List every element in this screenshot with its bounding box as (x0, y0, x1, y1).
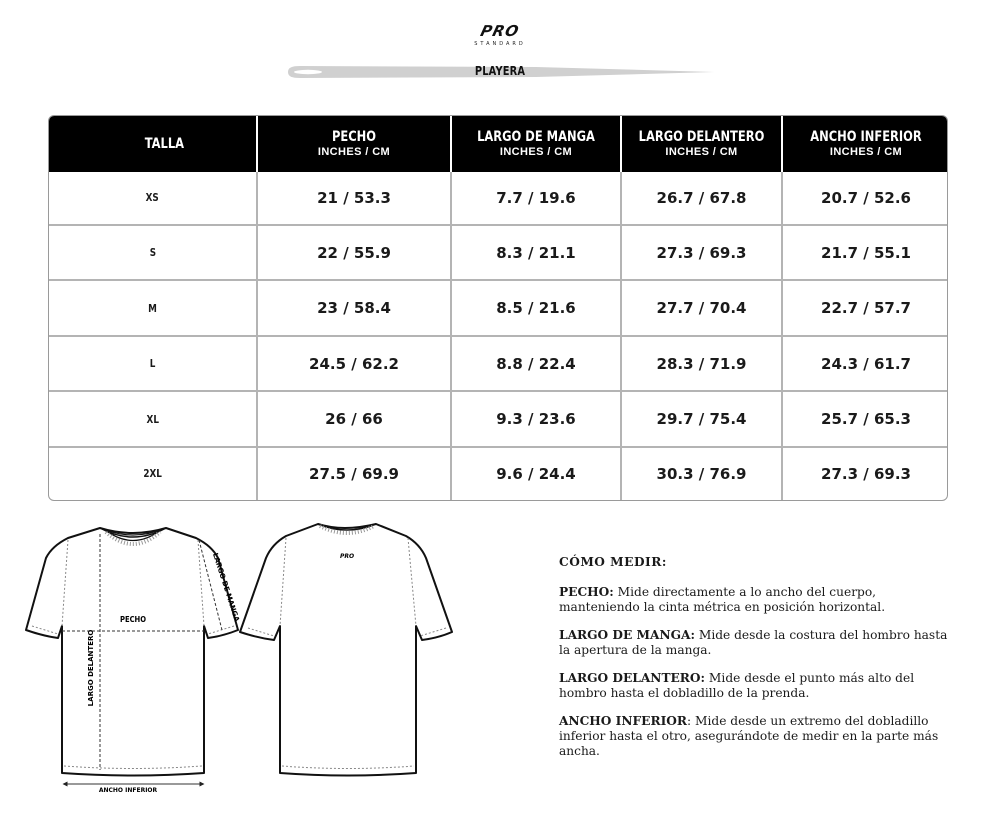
front-length-cell: 26.7 / 67.8 (621, 172, 782, 225)
column-header-unit: INCHES / CM (829, 146, 903, 158)
table-row (49, 391, 948, 447)
chest-cell: 26 / 66 (257, 391, 451, 447)
column-header-label: LARGO DE MANGA (477, 129, 595, 145)
front-length-measure-label: LARGO DELANTERO (87, 629, 95, 707)
size-cell (49, 172, 257, 225)
tshirt-front-icon (26, 528, 238, 776)
column-header-label: ANCHO INFERIOR (810, 129, 922, 145)
document-subtitle: PLAYERA (474, 64, 526, 78)
bottom-width-cell: 27.3 / 69.3 (782, 447, 948, 500)
guide-text: Mide desde el punto más alto del hombro hasta el dobladillo de la prenda. (559, 671, 915, 700)
sleeve-cell: 9.6 / 24.4 (451, 447, 621, 500)
back-logo-text: PRO (339, 553, 355, 560)
brand-logo (462, 24, 538, 54)
chest-cell: 22 / 55.9 (257, 225, 451, 281)
column-header-front-length (621, 116, 782, 172)
column-header-label: TALLA (144, 136, 185, 152)
table-header-row (49, 116, 948, 172)
column-header-sleeve (451, 116, 621, 172)
size-cell (49, 391, 257, 447)
sleeve-cell: 8.3 / 21.1 (451, 225, 621, 281)
table-row (49, 225, 948, 281)
front-length-cell: 29.7 / 75.4 (621, 391, 782, 447)
table-row (49, 447, 948, 500)
front-length-cell: 28.3 / 71.9 (621, 336, 782, 392)
size-label: S (149, 246, 156, 260)
guide-text: : Mide desde un extremo del dobladillo inferior hasta el otro, asegurándote de medir en la parte más ancha. (559, 714, 939, 758)
guide-item-bottom-width (559, 714, 959, 759)
guide-item-front-length (559, 671, 959, 701)
column-header-label: PECHO (331, 129, 377, 145)
guide-term: PECHO: (559, 585, 614, 599)
column-header-size (49, 116, 257, 172)
column-header-unit: INCHES / CM (665, 146, 738, 158)
bottom-width-cell: 24.3 / 61.7 (782, 336, 948, 392)
guide-title: CÓMO MEDIR: (559, 555, 667, 569)
sleeve-measure-label: LARGO DE MANGA (210, 551, 241, 623)
size-cell (49, 336, 257, 392)
bottom-width-cell: 20.7 / 52.6 (782, 172, 948, 225)
size-cell (49, 225, 257, 281)
column-header-chest (257, 116, 451, 172)
table-row (49, 280, 948, 336)
column-header-unit: INCHES / CM (317, 146, 391, 158)
chest-cell: 23 / 58.4 (257, 280, 451, 336)
size-label: M (148, 301, 157, 315)
front-length-cell: 27.7 / 70.4 (621, 280, 782, 336)
size-cell (49, 280, 257, 336)
bottom-width-cell: 25.7 / 65.3 (782, 391, 948, 447)
guide-term: ANCHO INFERIOR (559, 714, 688, 728)
sleeve-cell: 8.8 / 22.4 (451, 336, 621, 392)
brand-logo-subtext: STANDARD (474, 41, 526, 47)
bottom-width-cell: 21.7 / 55.1 (782, 225, 948, 281)
size-label: XS (145, 191, 160, 205)
chest-cell: 24.5 / 62.2 (257, 336, 451, 392)
guide-text: Mide desde la costura del hombro hasta la apertura de la manga. (559, 628, 948, 657)
chest-cell: 21 / 53.3 (257, 172, 451, 225)
guide-item-chest (559, 585, 959, 615)
size-label: L (149, 357, 156, 371)
brand-logo-text: PRO (478, 22, 522, 40)
chest-measure-label: PECHO (119, 614, 147, 625)
sleeve-cell: 7.7 / 19.6 (451, 172, 621, 225)
column-header-unit: INCHES / CM (499, 146, 573, 158)
sleeve-cell: 9.3 / 23.6 (451, 391, 621, 447)
size-label: 2XL (143, 467, 162, 481)
front-length-cell: 27.3 / 69.3 (621, 225, 782, 281)
size-table (48, 115, 948, 501)
guide-term: LARGO DE MANGA: (559, 628, 695, 642)
chest-cell: 27.5 / 69.9 (257, 447, 451, 500)
bottom-width-cell: 22.7 / 57.7 (782, 280, 948, 336)
tshirt-diagram (18, 518, 458, 800)
guide-item-sleeve (559, 628, 959, 658)
guide-term: LARGO DELANTERO: (559, 671, 706, 685)
guide-text: Mide directamente a lo ancho del cuerpo, manteniendo la cinta métrica en posición horizontal. (559, 585, 886, 614)
column-header-label: LARGO DELANTERO (638, 129, 765, 145)
size-cell (49, 447, 257, 500)
tshirt-back-icon (240, 524, 452, 776)
table-row (49, 172, 948, 225)
front-length-cell: 30.3 / 76.9 (621, 447, 782, 500)
measuring-guide (559, 555, 959, 772)
size-label: XL (146, 412, 159, 426)
bottom-width-measure-label: ANCHO INFERIOR (98, 787, 158, 794)
column-header-bottom-width (782, 116, 948, 172)
table-row (49, 336, 948, 392)
sleeve-cell: 8.5 / 21.6 (451, 280, 621, 336)
